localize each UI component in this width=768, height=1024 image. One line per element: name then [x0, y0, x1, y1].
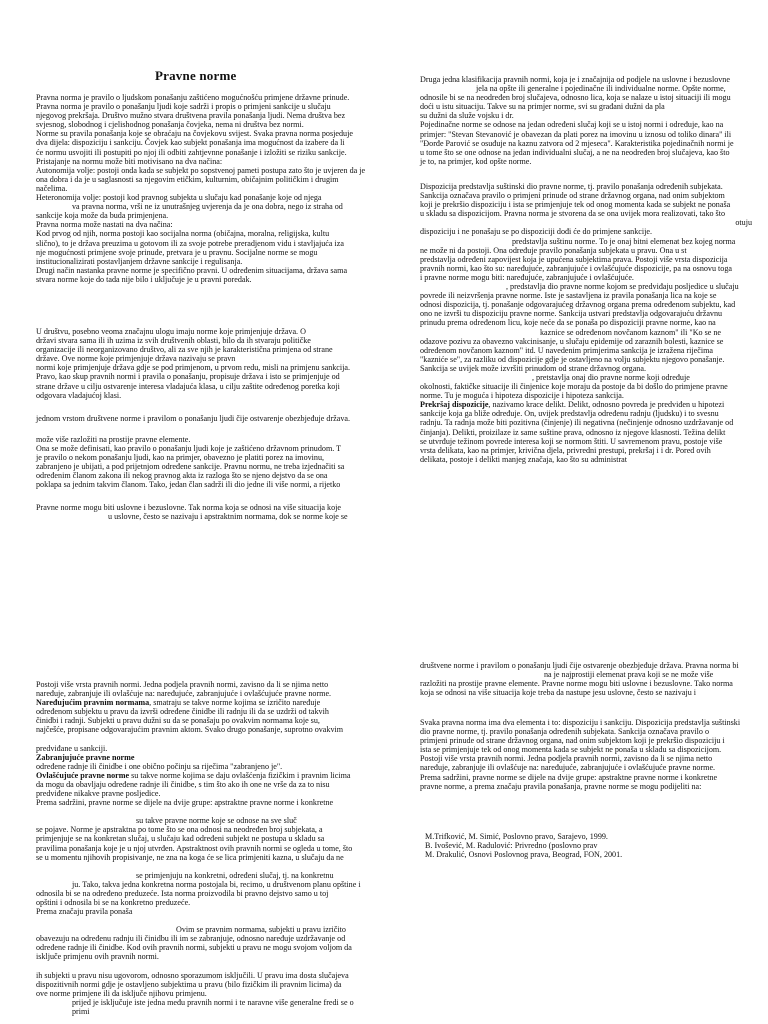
text-line: odnosile bi se na neodređen broj slučajeva, odnosno lica, koja se nalaze u istoj situaciji ili mogu: [420, 93, 731, 103]
text-line: ista se primjenjuje tek od onog momenta kada se subjekt ne ponaša u skladu sa dispozicijom.: [420, 745, 722, 755]
text-line: ih subjekti u pravu nisu ugovorom, odnosno sporazumom isključili. U pravu ima dosta slučajeva: [36, 970, 349, 980]
text-line: određene radnje ili činidbe i one obično počinju sa riječima "zabranjeno je".: [36, 761, 283, 771]
disposition-paragraph: [420, 182, 752, 464]
text-line: Prema sadržini, pravne norme se dijele na dvije grupe: apstraktne pravne norme i konkretne: [36, 798, 334, 808]
text-span: , nazivamo krace delikt. Delikt, odnosno povreda je predviđen u hipotezi: [488, 400, 725, 410]
text-line: činjanja). Delikti, proizilaze iz same suštine prava, odnosno iz njegove klasnosti. Težina delikt: [420, 427, 726, 437]
text-line: sankcije koja može da buda primjenjena.: [36, 211, 169, 221]
text-line: određenom novčanom kaznom" itd. U navedenim primjerima sankcija je izražena riječima: [420, 345, 713, 355]
text-line: predviđane u sankciji.: [36, 743, 108, 753]
text-line: predviđene nikakve pravne posljedice.: [36, 789, 161, 799]
text-line: dva dijela: dispoziciju i sankciju. Čovjek kao subjekt ponašanja ima mogućnost da izabere da li: [36, 138, 345, 148]
text-line: Sankcija se uvijek može izvršiti prinudom od strane državnog organa.: [420, 363, 646, 373]
text-line: Kod prvog od njih, norma postoji kao socijalna norma (običajna, moralna, religijska, kultu: [36, 229, 330, 239]
text-line: Prema značaju pravila ponaša: [36, 907, 133, 917]
text-line: svjesnog, slobodnog i cjelishodnog ponašanja čovjeka, nema ni društva bez normi.: [36, 120, 304, 130]
page-title: Pravne norme: [155, 68, 237, 83]
text-line: je to, na primjer, kod opšte norme.: [420, 156, 532, 166]
text-line: Ovim se pravnim normama, subjekti u pravu izričito: [176, 925, 346, 935]
text-line: normi koje primjenjuje država gdje se pod primjenom, u prvom redu, misli na primjenu sankcija.: [36, 363, 351, 373]
text-line: razložiti na prostije pravne elemente. Pravne norme mogu biti uslovne i bezuslovne. Tako norma: [420, 679, 733, 689]
text-line: dispoziciju i ne ponašaju se po dispoziciji dođi će do primjene sankcije.: [420, 227, 652, 237]
text-line: odnosila bi se na određeno preduzeće. Ista norma proizvodila bi pravno dejstvo samo u toj: [36, 888, 329, 898]
text-line: u skladu sa dispozicijom. Pravna norma je stvorena da se ona uvijek mora realizovati, tako što: [420, 209, 726, 219]
text-line: institucionalizirati postavljanjem državne sankcije i regulisanja.: [36, 256, 243, 266]
text-line: ne može ni da postoji. Ona određuje pravilo ponašanja subjekata u pravu. Ona u st: [420, 245, 687, 255]
text-line: zabranjeno je ubijati, a pod prijetnjom određene sankcije. Pravnu normu, ne treba izjednačiti sa: [36, 462, 345, 472]
text-line: Postoji više vrsta pravnih normi. Jedna podjela pravnih normi, zavisno da li se njima netto: [420, 754, 713, 764]
zabranjujuce-heading: Zabranjujuće pravne norme: [36, 752, 135, 762]
text-line: Sankcija označava pravilo o primjeni prinude od strane državnog organa, nad onim subjektom: [420, 191, 725, 201]
text-line: Ona se može definisati, kao pravilo o ponašanju ljudi koje je zaštićeno državnom prinudom. T: [36, 444, 342, 454]
text-line: U društvu, posebno veoma značajnu ulogu imaju norme koje primjenjuje država. O: [36, 327, 306, 336]
text-line: poklapa sa jednim takvim članom. Tako, jedan član sadrži ili dio jedne ili više normi, a rijetko: [36, 480, 341, 490]
text-line: predstavlja suštinu norme. To je onaj bitni elemenat bez kojeg norma: [512, 236, 736, 246]
text-line: Postoji više vrsta pravnih normi. Jedna podjela pravnih normi, zavisno da li se njima netto: [36, 680, 329, 689]
text-line: Svaka pravna norma ima dva elementa i to: dispoziciju i sankciju. Dispozicija predstavlja suštinski: [420, 718, 741, 727]
text-line: jednom vrstom društvene norme i pravilom o ponašanju ljudi čije ostvarenje obezbjeđuje država.: [36, 414, 350, 423]
text-line: sankcije koja ga bliže određuje. On, uvijek predstavlja određenu radnju (ljudsku) i to svesnu: [420, 409, 719, 419]
text-line: va pravna norma, vrši ne iz unutrašnjeg uvjerenja da je ona dobra, nego iz straha od: [72, 202, 343, 212]
text-line: Norme su pravila ponašanja koje se obraćaju na čovjekovu svijest. Svaka pravna norma posjeduje: [36, 129, 353, 139]
text-line: i pravne norme mogu biti: naređujuće, zabranjujuće i ovlašćujuće.: [420, 272, 634, 282]
norm-types-section: [36, 680, 366, 1016]
prekrsaj-heading: Prekršaj dispozicije: [420, 400, 489, 410]
references-list: [425, 832, 745, 859]
text-line: Autonomija volje: postoji onda kada se subjekt po sopstvenoj pameti postupa zato što je uvjeren da je: [36, 165, 366, 175]
text-line: se u momentu njihovih propisivanje, ne zna na koga će se lica primjeniti kazna, u slučaju da ne: [36, 852, 344, 862]
text-line: u tome što se one odnose na jedan individualni slučaj, a ne na neodređen broj slučajeva, kao što: [420, 147, 730, 157]
text-line: "kazniće se", za razliku od dispozicije gdje je ostavljeno na volju subjektu njegovo ponašanje.: [420, 354, 725, 364]
reference-item: M.Trifković, M. Simić, Poslovno pravo, Sarajevo, 1999.: [425, 832, 608, 841]
breakdown-paragraph: [36, 435, 366, 490]
text-line: njegovog prekršaja. Društvo mužno stvara društvena pravila ponašanja ljudi. Nema društva bez: [36, 111, 346, 121]
text-line: "Đorđe Parović se osuđuje na kaznu zatvora od 2 mjeseca". Karakteristika pojedinačnih normi je: [420, 138, 734, 148]
naredjujuce-heading: Naređujućim pravnim normama: [36, 698, 150, 708]
text-line: se utvrđuje težinom povrede interesa koji se normom štiti. U savremenom pravu, postoje više: [420, 436, 723, 446]
text-line: koja se odnosi na više situacija koje treba da nastupe jesu uslovne, često se nazivaju i: [420, 688, 697, 698]
text-line: nje mogućnosti primjene svoje prinude, pretvara je u pravnu. Socijalne norme se mogu: [36, 247, 318, 257]
text-line: dispozitivnih normi gdje je ostavljeno subjektima u pravu (bilo fizičkim ili pravnim licima) da: [36, 979, 342, 989]
text-line: Drugi način nastanka pravne norme je specifično pravni. U određenim situacijama, država sama: [36, 265, 348, 275]
state-paragraph: [36, 327, 366, 400]
text-line: društvene norme i pravilom o ponašanju ljudi čije ostvarenje obezbjeđuje država. Pravna norma bi: [420, 661, 739, 670]
text-line: ju. Tako, takva jedna konkretna norma postojala bi, recimo, u društvenom planu opštine i: [72, 879, 361, 889]
text-line: [36, 753, 366, 762]
text-line: Druga jedna klasifikacija pravnih normi, koja je i značajnija od podjele na uslovne i bezuslovne: [420, 75, 730, 84]
text-line: je pravilo o nekom ponašanju ljudi, kao na primjer, obavezno je platiti porez na imovinu,: [36, 453, 325, 463]
reference-item: B. Ivošević, M. Radulović: Privredno (poslovno prav: [425, 841, 598, 851]
text-line: kaznice se određenom novčanom kaznom" ili "Ko se ne: [540, 327, 722, 337]
text-span: su takve norme kojima se daju ovlašćenja fizičkim i pravnim licima: [129, 770, 351, 780]
text-line: primjer: "Stevan Stevanović je obavezan da plati porez na imovinu u iznosu od toliko dinara" ili: [420, 129, 732, 139]
text-line: odnosi dispozicija, tj. ponašanje odgovarajućeg državnog organa prema određenom subjektu, kad: [420, 300, 736, 310]
text-line: isključe primjenu ovih pravnih normi.: [36, 952, 159, 962]
text-line: naređuje, zabranjuje ili ovlašćuje na: naređujuće, zabranjujuće i ovlašćujuće pravne norme.: [36, 689, 332, 699]
text-line: [36, 771, 366, 780]
definition-line: [36, 414, 366, 423]
text-line: su takve pravne norme koje se odnose na sve sluč: [136, 816, 297, 826]
classification-paragraph: [420, 75, 752, 166]
text-line: opštini i odnosila bi se na konkretno preduzeće.: [36, 897, 191, 907]
text-line: delikata, postoje i delikti manjeg značaja, kao što su administrat: [420, 454, 628, 464]
text-line: primjeni prinude od strane državnog organa, nad onim subjektom koji je prekršio dispoziciju i: [420, 736, 725, 746]
text-line: prinudu prema određenom licu, koje neće da se ponaša po dispoziciji pravne norme, kao na: [420, 318, 716, 328]
text-line: strane države u cilju ostvarenje interesa vladajuća klasa, u cilju zaštite određenog poretka koji: [36, 381, 340, 391]
text-line: će normu usvojiti ili postupiti po njoj ili odbiti zahtjevnne ponašanje i izložiti se riziku sankcije.: [36, 147, 347, 157]
text-line: najčešće, propisane odgovarajućim pravnim aktom. Svako drugo ponašanje, suprotno ovakvim: [36, 725, 344, 735]
text-line: se pojave. Norme je apstraktna po tome što se ona odnosi na neodređen broj subjekata, a: [36, 825, 323, 835]
text-line: Pristajanje na normu može biti motivisano na dva načina:: [36, 156, 223, 166]
summary-paragraph: [420, 661, 752, 697]
text-line: radnju. Ta radnja može biti pozitivna (činjenje) ili negativna (nečinjenje odnosno uzdržavanje od: [420, 418, 734, 428]
text-line: organizacije ili neorganizovano društvo, ali za sve njih je karakterističnа primjena od strane: [36, 345, 333, 355]
text-line: Pravne norme mogu biti uslovne i bezuslovne. Tak norma koja se odnosi na više situacija koje: [36, 503, 341, 512]
text-line: okolnosti, faktičke situacije ili činjenice koje moraju da postoje da bi došlo do primjene pravne: [420, 382, 728, 392]
text-line: Pojedinačne norme se odnose na jedan određeni slučaj koji se u istoj normi i određuje, kao na: [420, 120, 724, 130]
text-line: odazove pozivu za obavezno vakcinisanje, u slučaju epidemije od zaraznih bolesti, kaznice se: [420, 336, 724, 346]
text-line: dio pravne norme, tj. pravilo ponašanja određenih subjekata. Sankcija označava pravilo o: [420, 727, 710, 737]
text-line: Pravo, kao skup pravnih normi i pravila o ponašanju, propisuje država i isto se primjenjuje od: [36, 372, 340, 382]
intro-paragraph: [36, 93, 366, 284]
text-line: Pravna norma je pravilo o ponašanju ljudi koje sadrži i propis o primjeni sankcije u slučaju: [36, 102, 331, 112]
text-line: Prema sadržini, pravne norme se dijele na dvije grupe: apstraktne pravne norme i konkretne: [420, 772, 718, 782]
text-line: obavezuju na određenu radnju ili činidbu ili im se zabranjuje, odnosno naređuje uzdržavanje od: [36, 934, 346, 944]
text-line: načelima.: [36, 183, 68, 193]
text-line: naređuje, zabranjuje ili ovlašćuje na: naređujuće, zabranjujuće i ovlašćujuće pravne norme.: [420, 763, 716, 773]
text-line: države. Ove norme koje primjenjuje država nazivaju se pravn: [36, 354, 236, 364]
text-line: pravnih normi, kao što su: naređujuće, zabranjujuće i ovlašćujuće dispozicije, pa na osnovu toga: [420, 263, 732, 273]
text-line: povrede ili neizvršenja pravne norme. Iste je sastavljena iz pravila ponašanja lica na koje se: [420, 291, 717, 301]
text-line: Pravna norma je pravilo o ljudskom ponašanju zaštićeno mogućnošću primjene državne prinude.: [36, 93, 350, 102]
text-line: jela na opšte ili generalne i pojedinačne ili individualne norme. Opšte norme,: [476, 84, 726, 94]
reference-item: M. Drakulić, Osnovi Poslovnog prava, Beograd, FON, 2001.: [425, 850, 623, 860]
text-line: činidbi i radnji. Subjekti u pravu dužni su da se ponašaju po ovakvim normama koje su,: [36, 716, 320, 726]
text-line: ono ne izvrši tu dispoziciju pravne norme. Sankcija ustvari predstavlja odgovarajuću državnu: [420, 309, 723, 319]
text-line: određenom subjektu u pravu da izvrši određene činidbe ili radnju ili da se uzdrži od takvih: [36, 707, 329, 717]
text-line: pravilima ponašanja koje je u njoj utvrđen. Apstraktnost ovih pravnih normi se ogleda u tome, što: [36, 843, 353, 853]
ovlascujuce-heading: Ovlašćujuće pravne norme: [36, 770, 130, 780]
text-line: vrsta delikata, kao na primjer, krivična djela, privredni prestupi, prekršaj i i dr. Pored ovih: [420, 445, 711, 455]
text-line: norme. Tu je moguća i hipoteza dispozicije i hipoteza sankcija.: [420, 391, 624, 401]
text-line: u uslovne, često se nazivaju i apstraktnim normama, dok se norme koje se: [108, 512, 348, 522]
elements-paragraph: [420, 718, 752, 791]
text-line: Heteronomija volje: postoji kod pravnog subjekta u slučaju kad ponašanje koje od njega: [36, 193, 322, 203]
text-line: [36, 698, 366, 707]
text-line: odgovara vladajućoj klasi.: [36, 390, 122, 400]
text-span: , smatraju se takve norme kojima se izričito naređuje: [149, 698, 321, 708]
text-line: stvara norme koje do tada nije bilo i uključuje je u pravni poredak.: [36, 274, 252, 284]
text-line: doći u istu situaciju. Takve su na primjer norme, svi su građani dužni da pla: [420, 102, 665, 112]
conditional-paragraph: [36, 503, 366, 521]
text-line: su dužni da služe vojsku i dr.: [420, 111, 514, 121]
text-line: otuju: [735, 218, 752, 228]
text-line: na je najprostiji elemenat prava koji se ne može više: [544, 670, 714, 680]
text-line: državi stvara sama ili ih uzima iz svih društvenih oblasti, bilo da ih stvaraju političke: [36, 336, 311, 346]
text-line: se primjenjuju na konkretni, određeni slučaj, tj. na konkretnu: [136, 870, 334, 880]
text-line: , predstavlja dio pravne norme kojom se predviđaju posljedice u slučaju: [506, 282, 739, 292]
text-line: Pravna norma može nastati na dva načina:: [36, 220, 173, 230]
text-line: [420, 400, 752, 409]
text-line: određene radnje ili činidbe. Kod ovih pravnih normi, subjekti u pravu ne mogu svojom voljom da: [36, 943, 352, 953]
text-line: ona dobra i da je u saglasnosti sa njegovim etičkim, kulturnim, običajnim političkim i drugim: [36, 174, 339, 184]
text-line: primjenjuje se na konkretan slučaj, u slučaju kad određeni subjekt ne postupa u skladu sa: [36, 834, 325, 844]
text-line: slično), to je država preuzima u gotovom ili za svoje potrebe preradjenom vidu i stavljajuća iza: [36, 238, 344, 248]
text-line: može više razložiti na prostije pravne elemente.: [36, 435, 191, 444]
text-line: , pretstavlja onaj dio pravne norme koji određuje: [532, 372, 690, 382]
text-line: pravne norme, a prema značaju pravila ponašanja, pravne norme se mogu podijeliti na:: [420, 781, 702, 791]
text-line: predstavlja određeni zapovijest koja je upućena subjektima prava. Postoji više vrsta dispozicija: [420, 254, 728, 264]
text-line: da mogu da obavljaju određene radnje ili činidbe, s tim što ako ih one ne vrše da za to nisu: [36, 779, 330, 789]
text-line: prijed je isključuje iste jedna među pravnih normi i te naravne više generalne fredi se o primi: [72, 997, 354, 1016]
text-line: Dispozicija predstavlja suštinski dio pravne norme, tj. pravilo ponašanja određenih subjekata.: [420, 182, 723, 191]
text-line: ove norme primjene ili da isključe njihovu primjenu.: [36, 988, 207, 998]
text-line: određenim članom zakona ili nekog pravnog akta iz razloga što se njeno dejstvo da se ona: [36, 471, 328, 481]
text-line: koji je prekršio dispoziciju i ista se primjenjuje tek od onog momenta kada se subjekt ne ponaša: [420, 200, 731, 210]
